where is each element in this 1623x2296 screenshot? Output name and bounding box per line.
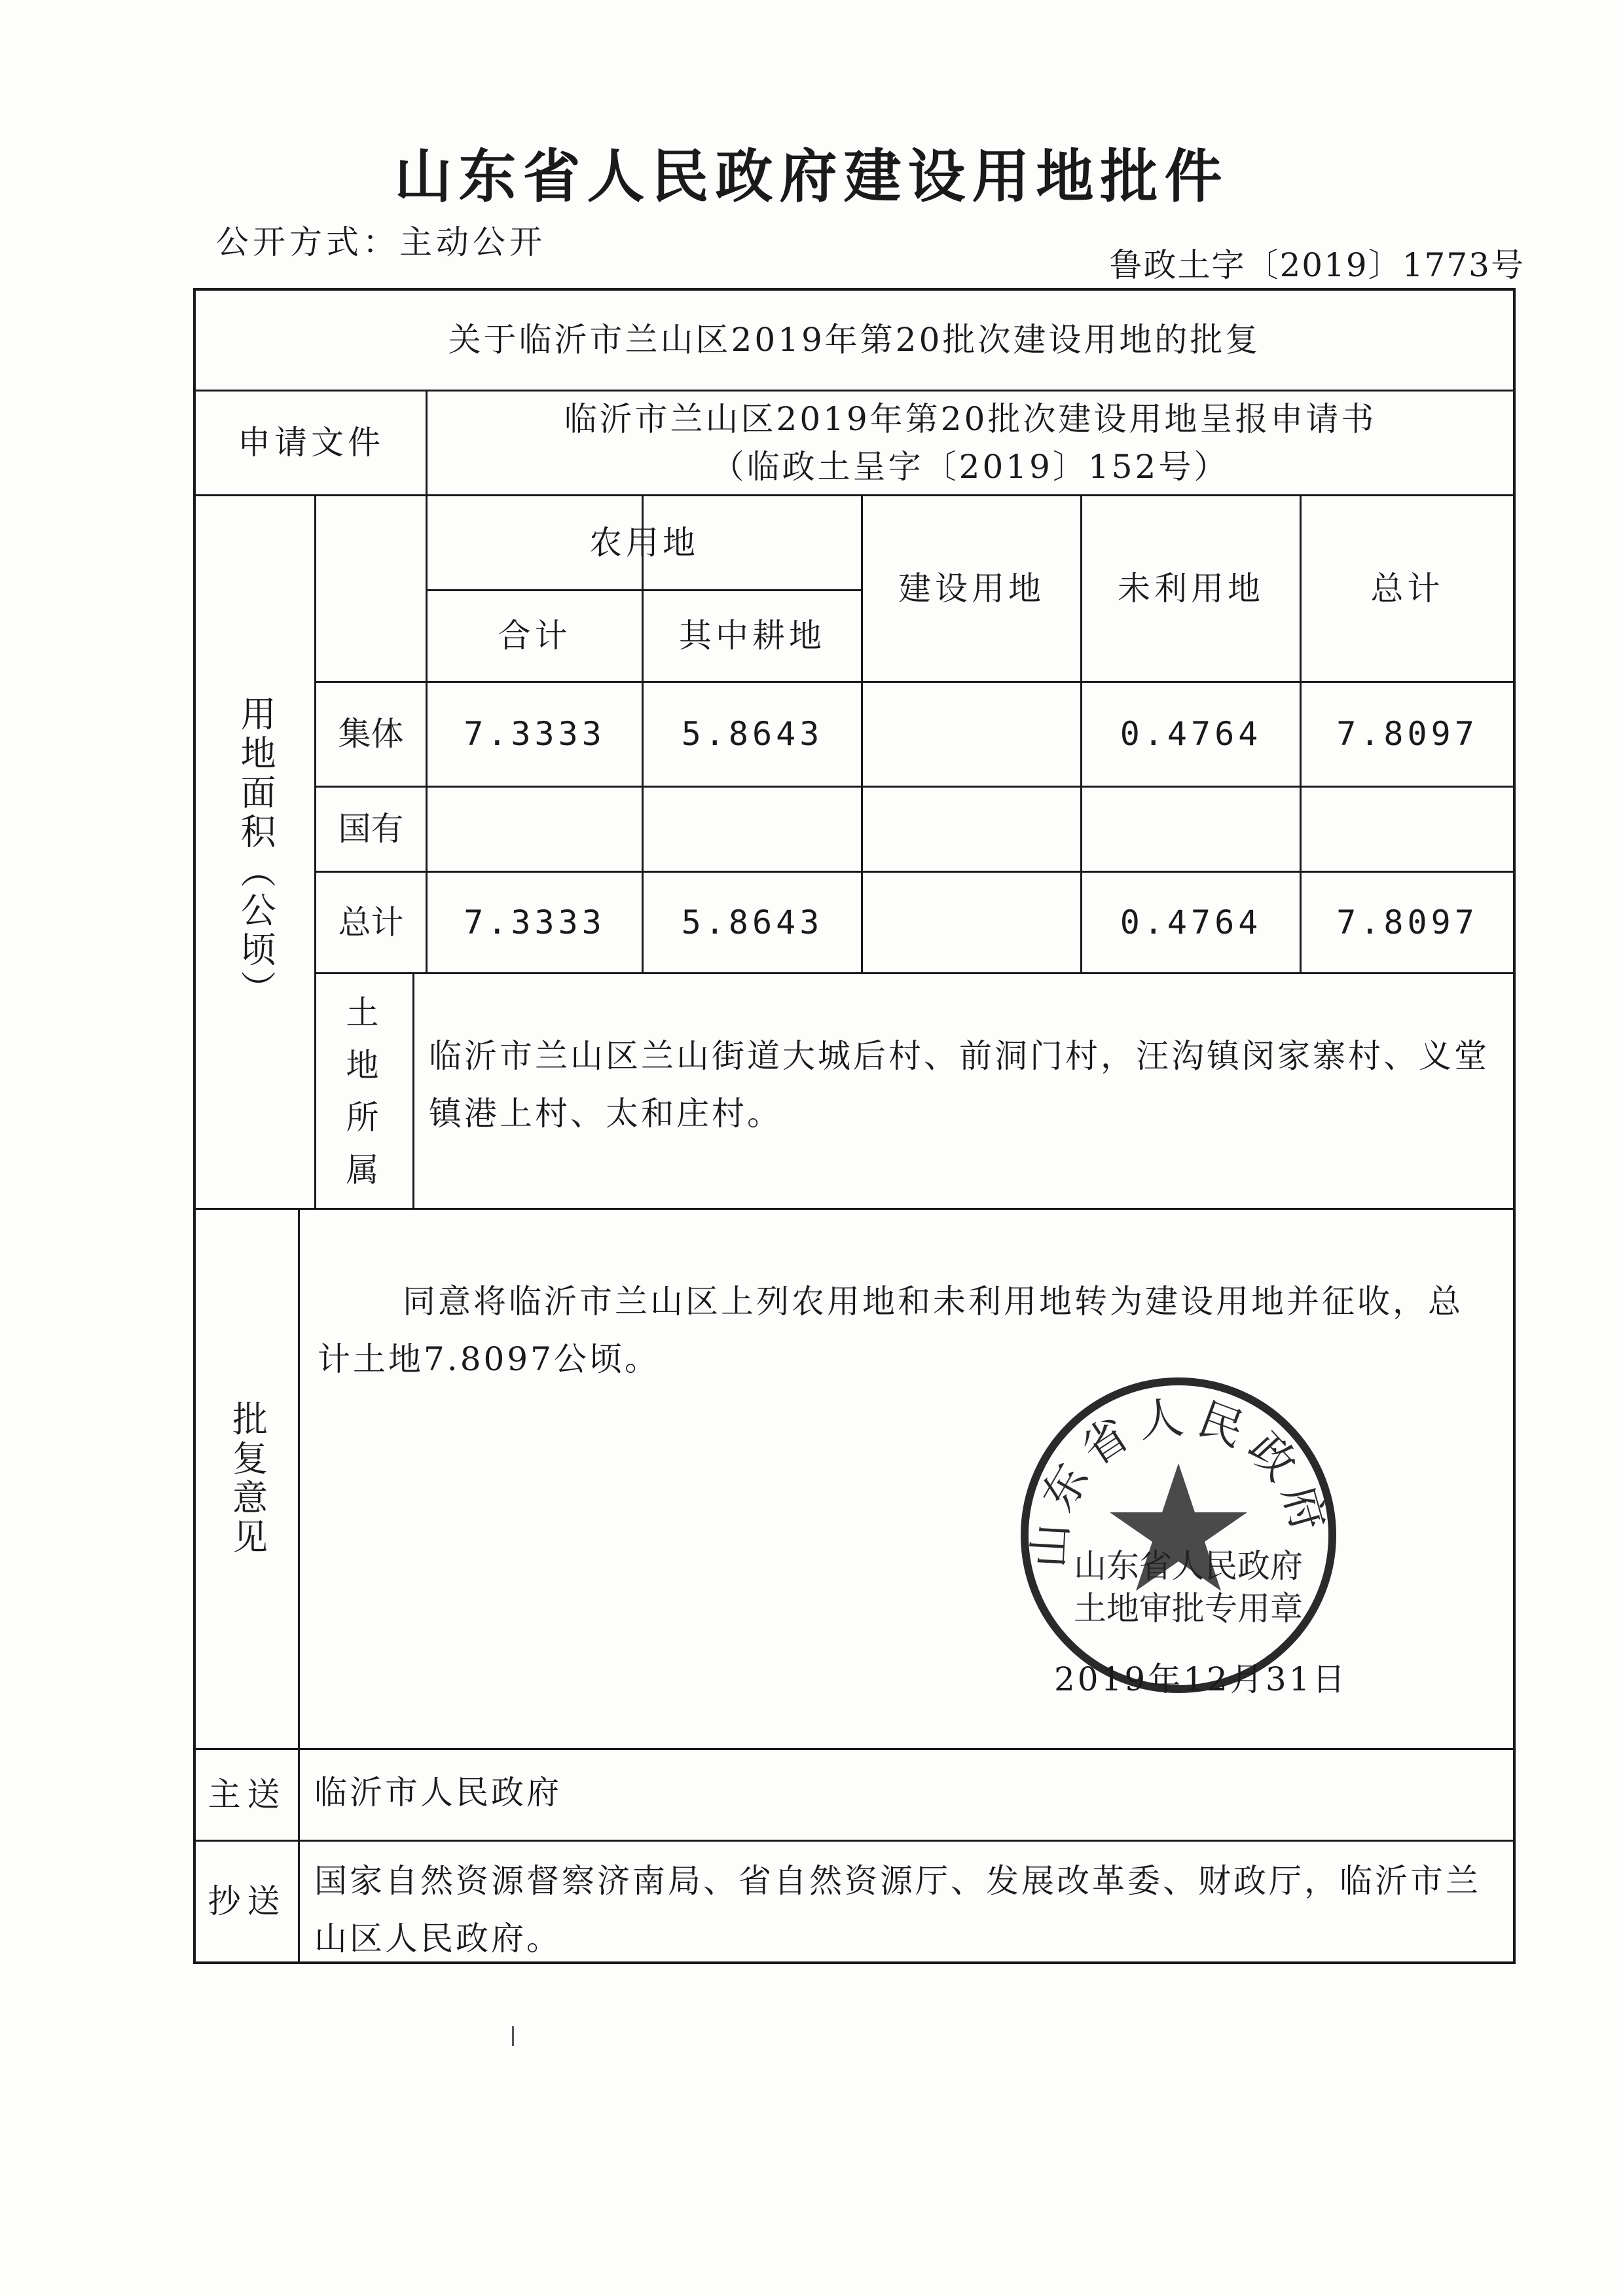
seal-ring-text: 山东省人民政府	[1023, 1391, 1337, 1570]
application-number: （临政土呈字〔2019〕152号）	[711, 447, 1230, 486]
document-number: 鲁政土字〔2019〕1773号	[1109, 246, 1525, 284]
seal-caption	[1074, 1545, 1303, 1630]
cell-state-subtotal	[428, 788, 642, 871]
approval-date: 2019年12月31日	[1054, 1660, 1348, 1698]
cell-collective-subtotal: 7.3333	[464, 715, 606, 754]
application-label: 申请文件	[238, 424, 384, 462]
stray-mark	[512, 2026, 514, 2046]
application-document	[428, 392, 1513, 494]
main-recipient: 临沂市人民政府	[314, 1774, 562, 1812]
cell-total-construction	[863, 873, 1080, 972]
cell-state-total	[1302, 788, 1513, 871]
approval-label: 批复意见	[227, 1400, 268, 1558]
disclosure-mode: 公开方式：主动公开	[216, 223, 546, 261]
construction-header: 建设用地	[898, 569, 1045, 608]
seal-purpose: 土地审批专用章	[1074, 1590, 1303, 1628]
subtotal-header: 合计	[498, 617, 572, 655]
cell-total-unused: 0.4764	[1120, 903, 1262, 941]
cultivated-header: 其中耕地	[679, 617, 826, 655]
cc-text: 国家自然资源督察济南局、省自然资源厅、发展改革委、财政厅，临沂市兰山区人民政府。	[314, 1862, 1481, 1958]
seal-org: 山东省人民政府	[1074, 1547, 1303, 1585]
ownership-label: 土地所属	[346, 993, 383, 1189]
row-label-collective: 集体	[338, 715, 404, 754]
cell-total-cultivated: 5.8643	[681, 903, 824, 941]
row-label-state: 国有	[338, 810, 404, 848]
main-recipient-label: 主送	[208, 1776, 287, 1814]
cell-state-unused	[1082, 788, 1300, 871]
farmland-header: 农用地	[589, 523, 699, 562]
cell-state-construction	[863, 788, 1080, 871]
cell-collective-total: 7.8097	[1336, 715, 1478, 754]
cell-collective-unused: 0.4764	[1120, 715, 1262, 754]
application-title: 临沂市兰山区2019年第20批次建设用地呈报申请书	[564, 400, 1377, 438]
cell-total-subtotal: 7.3333	[464, 903, 606, 941]
row-label-total: 总计	[338, 903, 404, 941]
cell-collective-cultivated: 5.8643	[681, 715, 824, 754]
cell-collective-construction	[863, 683, 1080, 786]
ownership-text: 临沂市兰山区兰山街道大城后村、前洞门村，汪沟镇闵家寨村、义堂镇港上村、太和庄村。	[429, 1037, 1489, 1133]
cell-state-cultivated	[644, 788, 861, 871]
approval-subject: 关于临沂市兰山区2019年第20批次建设用地的批复	[448, 321, 1261, 359]
document-title: 山东省人民政府建设用地批件	[394, 142, 1229, 210]
approval-text: 同意将临沂市兰山区上列农用地和未利用地转为建设用地并征收，总计土地7.8097公顷。	[318, 1283, 1463, 1378]
total-header: 总计	[1370, 569, 1444, 608]
unused-header: 未利用地	[1118, 569, 1264, 608]
cc-label: 抄送	[208, 1882, 287, 1921]
land-area-label: 用地面积（公顷）	[235, 695, 277, 1010]
cell-total-total: 7.8097	[1336, 903, 1478, 941]
